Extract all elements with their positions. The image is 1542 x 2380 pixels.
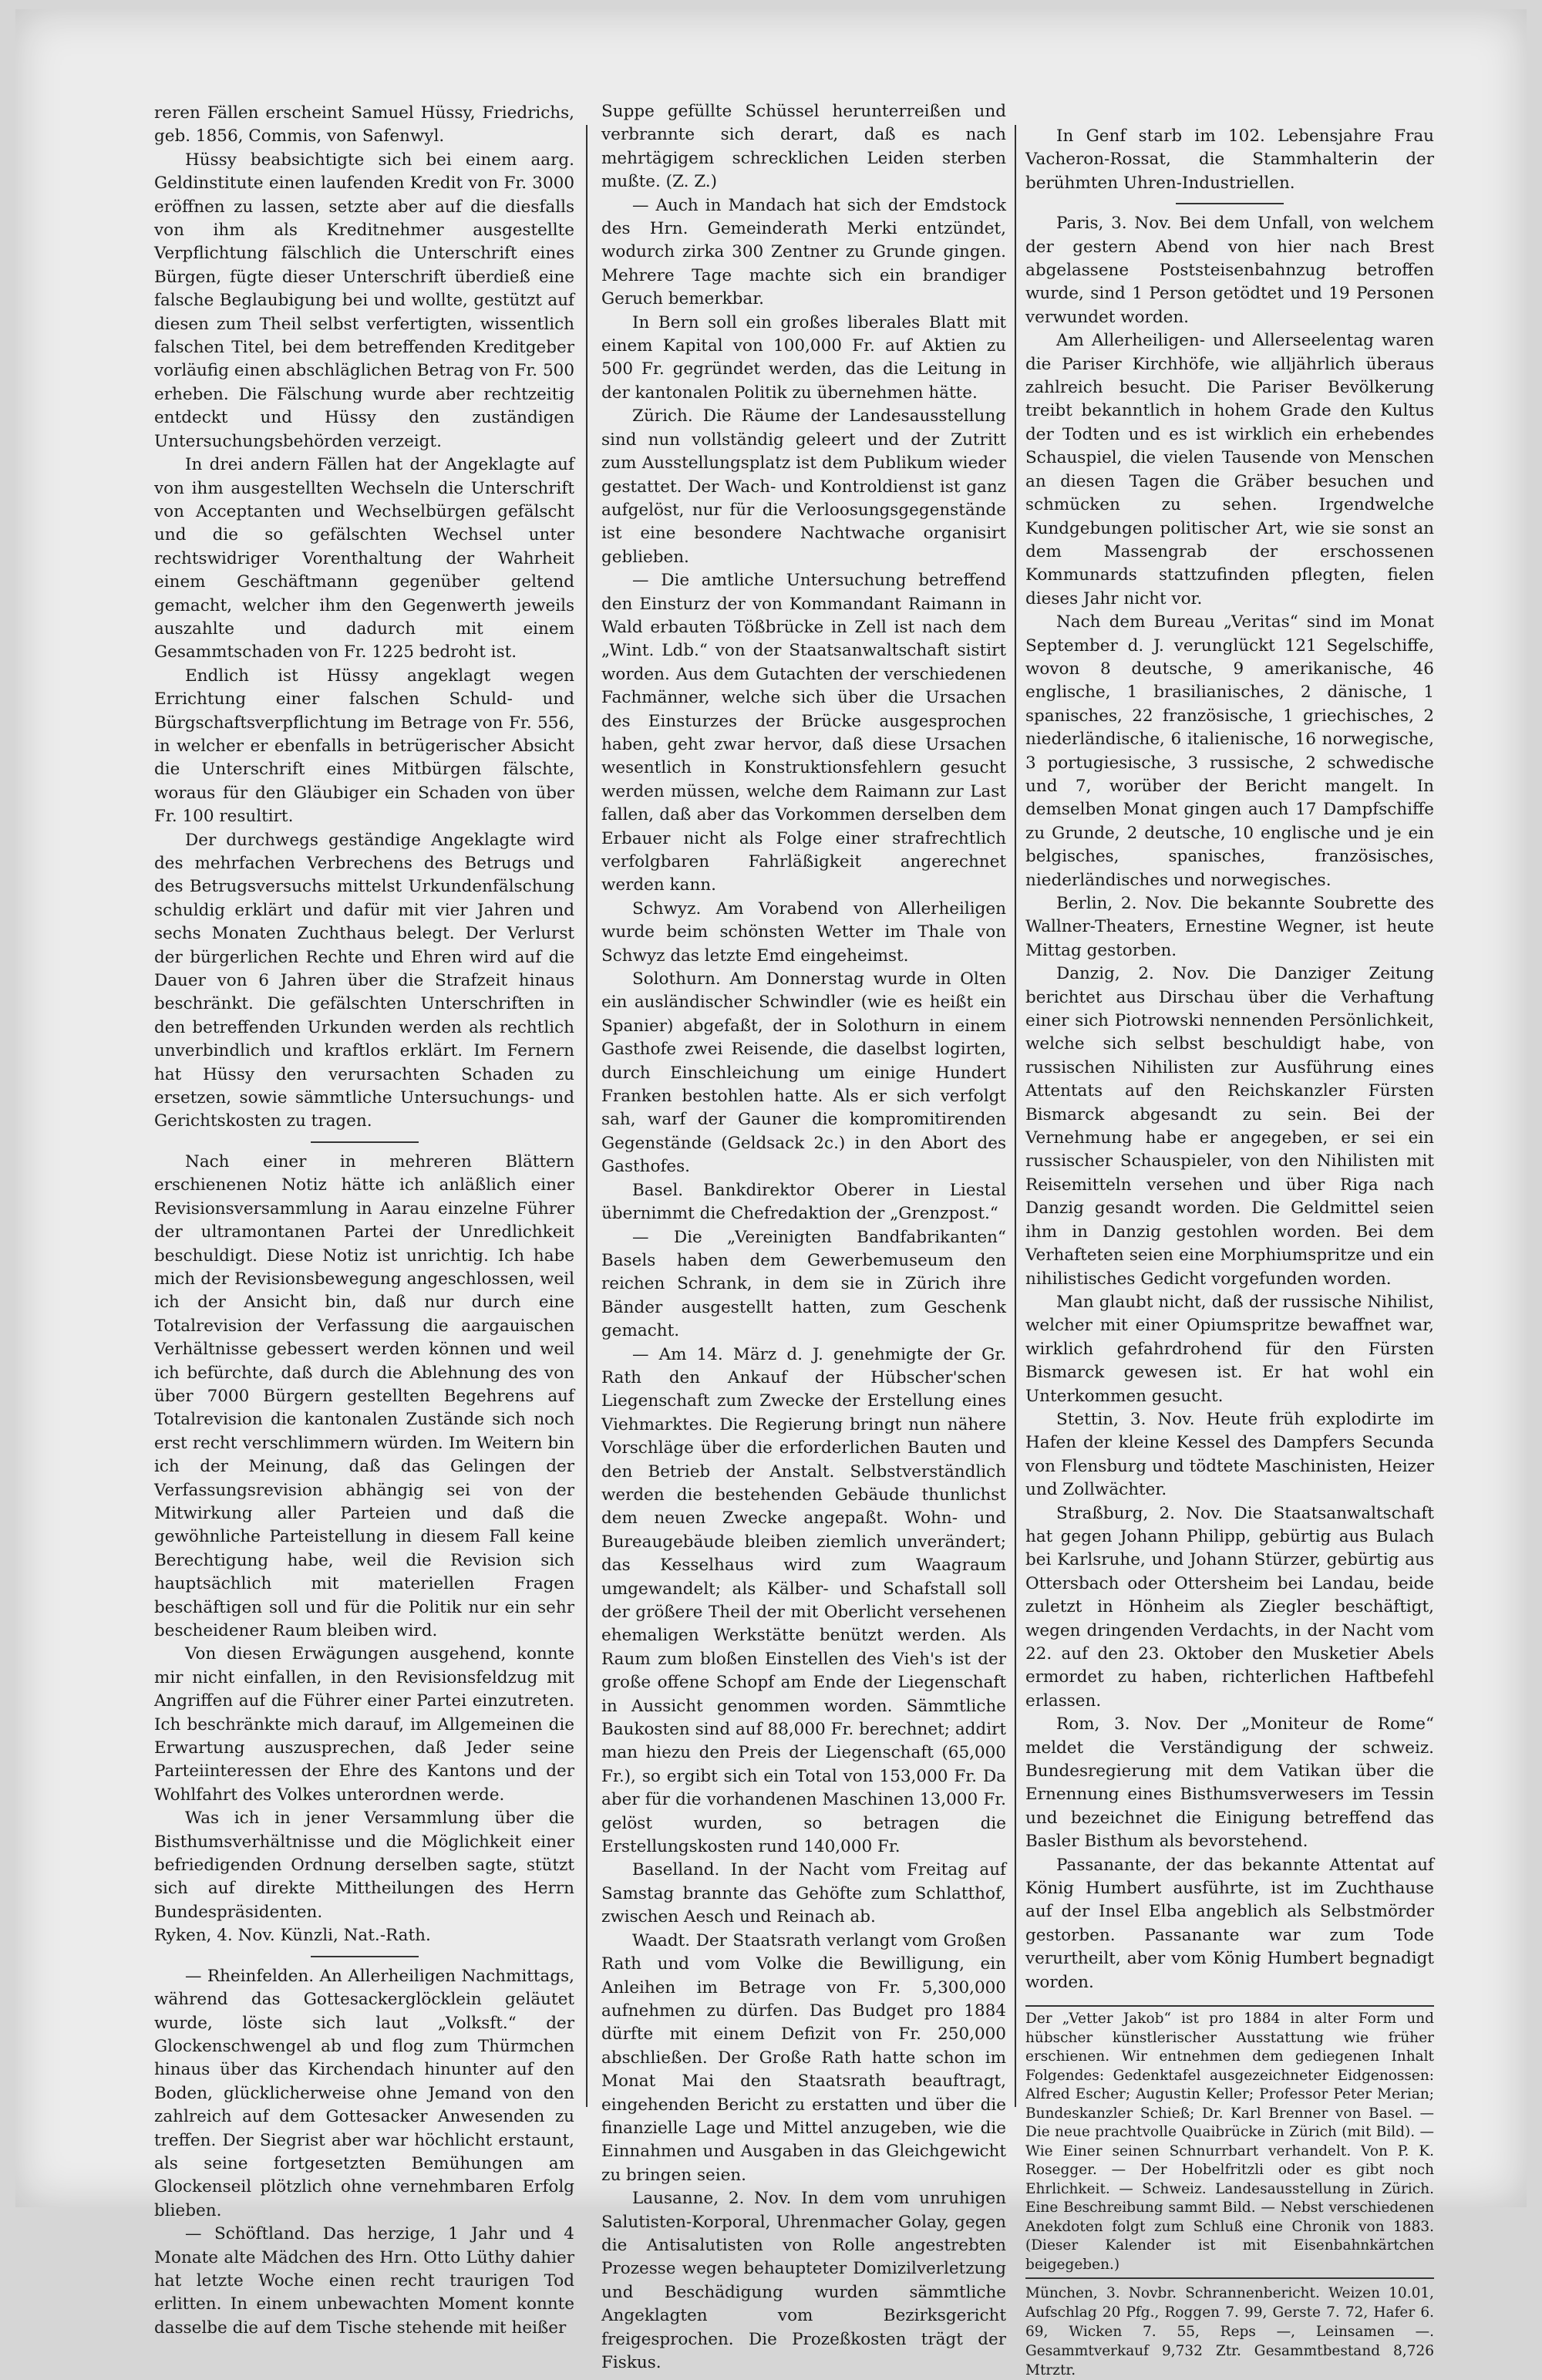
article-paragraph: Von diesen Erwägungen ausgehend, konnte mir nicht einfallen, in den Revisionsfeldzug mit Angriffen auf die Führer einer Partei einzutreten. Ich beschränkte mich darauf, im Allgemeinen die Erwartung auszusprechen, daß Jeder seine Parteiinteressen der Ehre des Kantons und der Wohlfahrt des Volkes unterordnen werde. (154, 1644, 574, 1805)
column-rule-right (1015, 125, 1016, 2107)
article-paragraph: reren Fällen erscheint Samuel Hüssy, Friedrichs, geb. 1856, Commis, von Safenwyl. (154, 103, 574, 147)
article-paragraph: Nach einer in mehreren Blättern erschienenen Notiz hätte ich anläßlich einer Revisionsversammlung in Aarau einzelne Führer der ultramontanen Partei der Unredlichkeit beschuldigt. Diese Notiz ist unrichtig. Ich habe mich der Revisionsbewegung angeschlossen, weil ich der Ansicht bin, daß nur durch eine Totalrevision der Verfassung die aargauischen Verhältnisse gebessert werden können und weil ich befürchte, daß durch die Ablehnung des von über 7000 Bürgern gestellten Begehrens auf Totalrevision die kantonalen Zustände sich noch erst recht verschlimmern würden. Im Weitern bin ich der Meinung, daß das Gelingen der Verfassungsrevision abhängig sei von der Mitwirkung aller Parteien und daß die gewöhnliche Parteistellung in diesem Fall keine Berechtigung habe, weil die Revision sich hauptsächlich mit materiellen Fragen beschäftigen soll und für die Politik nur ein sehr bescheidener Raum bleiben wird. (154, 1151, 574, 1640)
article-paragraph: Hüssy beabsichtigte sich bei einem aarg. Geldinstitute einen laufenden Kredit von Fr. 3000 eröffnen zu lassen, setzte aber auf die diesfalls von ihm als Kreditnehmer ausgestellte Verpflichtung fälschlich die Unterschrift eines Bürgen, fügte dieser Unterschrift überdieß eine falsche Beglaubigung bei und wollte, gestützt auf diesen zum Theil selbst verfertigten, wissentlich falschen Titel, bei dem betreffenden Kreditgeber vorläufig einen abschläglichen Betrag von Fr. 500 erheben. Die Fälschung wurde aber rechtzeitig entdeckt und Hüssy den zuständigen Untersuchungsbehörden verzeigt. (154, 150, 574, 451)
article-paragraph: In drei andern Fällen hat der Angeklagte auf von ihm ausgestellten Wechseln die Unterschrift von Acceptanten und Wechselbürgen gefälscht und die so gefälschten Wechsel unter rechtswidriger Vorenthaltung der Wahrheit einem Geschäftmann gegenüber geltend gemacht, welcher ihm den Gegenwerth jeweils auszahlte und dadurch mit einem Gesammtschaden von Fr. 1225 bedroht ist. (154, 455, 574, 662)
article-paragraph: — Schöftland. Das herzige, 1 Jahr und 4 Monate alte Mädchen des Hrn. Otto Lüthy dahier hat letzte Woche einen recht traurigen Tod erlitten. In einem unbewachten Moment konnte dasselbe die auf dem Tische stehende mit heißer (154, 2224, 574, 2338)
article-paragraph: — Auch in Mandach hat sich der Emdstock des Hrn. Gemeinderath Merki entzündet, wodurch zirka 300 Zentner zu Grunde gingen. Mehrere Tage machte sich ein brandiger Geruch bemerkbar. (601, 195, 1006, 309)
article-paragraph: In Genf starb im 102. Lebensjahre Frau Vacheron-Rossat, die Stammhalterin der berühmten Uhren-Industriellen. (1025, 126, 1434, 193)
article-paragraph: Zürich. Die Räume der Landesausstellung sind nun vollständig geleert und der Zutritt zum Ausstellungsplatz ist dem Publikum wieder gestattet. Der Wach- und Kontroldienst ist ganz aufgelöst, nur für die Verloosungsgegenstände ist eine besondere Nachtwache organisirt geblieben. (601, 406, 1006, 567)
market-report: München, 3. Novbr. Schrannenbericht. Weizen 10.01, Aufschlag 20 Pfg., Roggen 7. 99, Gerste 7. 72, Hafer 6. 69, Wicken 7. 55, Reps —, Leinsamen —. Gesammtverkauf 9,732 Ztr. Gesammtbestand 8,726 Mtrztr. (1025, 2285, 1434, 2379)
article-paragraph: — Am 14. März d. J. genehmigte der Gr. Rath den Ankauf der Hübscher'schen Liegenschaft zum Zwecke der Erstellung eines Viehmarktes. Die Regierung bringt nun nähere Vorschläge über die erforderlichen Bauten und den Betrieb der Anstalt. Selbstverständlich werden die bestehenden Gebäude thunlichst dem neuen Zwecke angepaßt. Wohn- und Bureaugebäude bleiben ziemlich unverändert; das Kesselhaus wird zum Waagraum umgewandelt; als Kälber- und Schafstall soll der größere Theil der mit Oberlicht versehenen ehemaligen Werkstätte benützt werden. Als Raum zum bloßen Einstellen des Vieh's ist der große offene Schopf am Ende der Liegenschaft in Aussicht genommen worden. Sämmtliche Baukosten sind auf 88,000 Fr. berechnet; addirt man hiezu den Preis der Liegenschaft (65,000 Fr.), so ergibt sich ein Total von 153,000 Fr. Da aber für die vorhandenen Maschinen 13,000 Fr. gelöst wurden, so betragen die Erstellungskosten rund 140,000 Fr. (601, 1344, 1006, 1857)
article-paragraph: Nach dem Bureau „Veritas“ sind im Monat September d. J. verunglückt 121 Segelschiffe, wovon 8 deutsche, 9 amerikanische, 46 englische, 1 brasilianisches, 2 dänische, 1 spanisches, 22 französische, 1 griechisches, 2 niederländische, 6 italienische, 16 norwegische, 3 portugiesische, 3 russische, 2 schwedische und 7, worüber der Bericht mangelt. In demselben Monat gingen auch 17 Dampfschiffe zu Grunde, 2 deutsche, 10 englische und je ein belgisches, spanisches, französisches, niederländisches und norwegisches. (1025, 612, 1434, 890)
article-paragraph: Man glaubt nicht, daß der russische Nihilist, welcher mit einer Opiumspritze bewaffnet war, wirklich gefahrdrohend für den Fürsten Bismarck gewesen ist. Er hat wohl ein Unterkommen gesucht. (1025, 1292, 1434, 1406)
article-paragraph: Stettin, 3. Nov. Heute früh explodirte im Hafen der kleine Kessel des Dampfers Secunda von Flensburg und tödtete Maschinisten, Heizer und Zollwächter. (1025, 1409, 1434, 1500)
article-separator (1176, 203, 1284, 204)
article-paragraph: Baselland. In der Nacht vom Freitag auf Samstag brannte das Gehöfte zum Schlatthof, zwischen Aesch und Reinach ab. (601, 1860, 1006, 1927)
calendar-notice: Der „Vetter Jakob“ ist pro 1884 in alter Form und hübscher künstlerischer Ausstattung wie früher erschienen. Wir entnehmen dem gediegenen Inhalt Folgendes: Gedenktafel ausgezeichneter Eidgenossen: Alfred Escher; Augustin Keller; Professor Peter Merian; Bundeskanzler Schieß; Dr. Karl Brenner von Basel. — Die neue prachtvolle Quaibrücke in Zürich (mit Bild). — Wie Einer seinen Schnurrbart verhandelt. Von P. K. Rosegger. — Der Hobelfritzli oder es gibt noch Ehrlichkeit. — Schweiz. Landesausstellung in Zürich. Eine Beschreibung sammt Bild. — Nebst verschiedenen Anekdoten folgt zum Schluß eine Chronik von 1883. (Dieser Kalender ist mit Eisenbahnkärtchen beigegeben.) (1025, 2005, 1434, 2279)
column-1 (154, 102, 574, 2340)
article-separator (311, 1141, 419, 1143)
article-paragraph: Solothurn. Am Donnerstag wurde in Olten ein ausländischer Schwindler (wie es heißt ein Spanier) abgefaßt, der in Solothurn in einem Gasthofe zwei Reisende, die daselbst logirten, durch Einschleichung um einige Hundert Franken bestohlen hatte. Als er sich verfolgt sah, warf der Gauner die kompromitirenden Gegenstände (Geldsack 2c.) in den Abort des Gasthofes. (601, 969, 1006, 1177)
article-paragraph: Danzig, 2. Nov. Die Danziger Zeitung berichtet aus Dirschau über die Verhaftung einer sich Piotrowski nennenden Persönlichkeit, welche sich selbst beschuldigt habe, von russischen Nihilisten zur Ausführung eines Attentats auf den Reichskanzler Fürsten Bismarck abgesandt zu sein. Bei der Vernehmung habe er angegeben, er sei ein russischer Schauspieler, von den Nihilisten mit Reisemitteln versehen und über Riga nach Danzig gesandt worden. Die Geldmittel seien ihm in Danzig gestohlen worden. Bei dem Verhafteten seien eine Morphiumspritze und ein nihilistisches Gedicht vorgefunden worden. (1025, 964, 1434, 1289)
article-paragraph: Paris, 3. Nov. Bei dem Unfall, von welchem der gestern Abend von hier nach Brest abgelassene Poststeisenbahnzug betroffen wurde, sind 1 Person getödtet und 19 Personen verwundet worden. (1025, 214, 1434, 327)
article-paragraph: Berlin, 2. Nov. Die bekannte Soubrette des Wallner-Theaters, Ernestine Wegner, ist heute Mittag gestorben. (1025, 894, 1434, 960)
article-paragraph: Am Allerheiligen- und Allerseelentag waren die Pariser Kirchhöfe, wie alljährlich überaus zahlreich besucht. Die Pariser Bevölkerung treibt bekanntlich in hohem Grade den Kultus der Todten und es ist wirklich ein erhebendes Schauspiel, die vielen Tausende von Menschen an diesen Tagen die Gräber besuchen und schmücken zu sehen. Irgendwelche Kundgebungen politischer Art, wie sie sonst an dem Massengrab der erschossenen Kommunards stattzufinden pflegten, fielen dieses Jahr nicht vor. (1025, 331, 1434, 608)
article-paragraph: Der durchwegs geständige Angeklagte wird des mehrfachen Verbrechens des Betrugs und des Betrugsversuchs mittelst Urkundenfälschung schuldig erklärt und dafür mit vier Jahren und sechs Monaten Zuchthaus belegt. Der Verlurst der bürgerlichen Rechte und Ehren wird auf die Dauer von 6 Jahren über die Strafzeit hinaus beschränkt. Die gefälschten Unterschriften in den betreffenden Urkunden werden als rechtlich unverbindlich und kraftlos erklärt. Im Fernern hat Hüssy den verursachten Schaden zu ersetzen, sowie sämmtliche Untersuchungs- und Gerichtskosten zu tragen. (154, 830, 574, 1131)
column-2 (601, 100, 1006, 2375)
article-separator (311, 1956, 419, 1957)
article-paragraph: Passanante, der das bekannte Attentat auf König Humbert ausführte, ist im Zuchthause auf der Insel Elba angeblich als Selbstmörder gestorben. Passanante war zum Tode verurtheilt, aber vom König Humbert begnadigt worden. (1025, 1855, 1434, 1992)
article-paragraph: Was ich in jener Versammlung über die Bisthumsverhältnisse und die Möglichkeit einer befriedigenden Ordnung derselben sagte, stützt sich auf direkte Mittheilungen des Herrn Bundespräsidenten. (154, 1809, 574, 1922)
newspaper-page (15, 9, 1527, 2379)
article-paragraph: Ryken, 4. Nov. Künzli, Nat.-Rath. (154, 1926, 431, 1946)
article-paragraph: Basel. Bankdirektor Oberer in Liestal übernimmt die Chefredaktion der „Grenzpost.“ (601, 1180, 1006, 1224)
article-paragraph: Suppe gefüllte Schüssel herunterreißen und verbrannte sich derart, daß es nach mehrtägigem schrecklichen Leiden sterben mußte. (Z. Z.) (601, 102, 1006, 192)
article-paragraph: — Die amtliche Untersuchung betreffend den Einsturz der von Kommandant Raimann in Wald erbauten Tößbrücke in Zell ist nach dem „Wint. Ldb.“ von der Staatsanwaltschaft sistirt worden. Aus dem Gutachten der verschiedenen Fachmänner, welche sich über die Ursachen des Einsturzes der Brücke ausgesprochen haben, geht zwar hervor, daß diese Ursachen wesentlich in Konstruktionsfehlern gesucht werden müssen, welche dem Raimann zur Last fallen, daß aber das Vorkommen derselben dem Erbauer nicht als Folge einer strafrechtlich verfolgbaren Fahrläßigkeit angerechnet werden kann. (601, 571, 1006, 895)
column-3-articles (1025, 125, 1434, 1994)
column-rule-left (586, 125, 588, 2107)
article-paragraph: Schwyz. Am Vorabend von Allerheiligen wurde beim schönsten Wetter im Thale von Schwyz das letzte Emd eingeheimst. (601, 898, 1006, 966)
article-paragraph: — Rheinfelden. An Allerheiligen Nachmittags, während das Gottesackerglöcklein geläutet wurde, löste sich laut „Volksft.“ der Glockenschwengel ab und flog zum Thürmchen hinaus über das Kirchendach hinunter auf den Boden, glücklicherweise ohne Jemand von den zahlreich auf dem Gottesacker Anwesenden zu treffen. Der Siegrist aber war höchlicht erstaunt, als seine fortgesetzten Bemühungen am Glockenseil plötzlich ohne vernehmbaren Erfolg blieben. (154, 1966, 574, 2220)
article-paragraph: Rom, 3. Nov. Der „Moniteur de Rome“ meldet die Verständigung der schweiz. Bundesregierung mit dem Vatikan über die Ernennung eines Bisthumsverwesers im Tessin und bezeichnet die Einigung betreffend das Basler Bisthum als bevorstehend. (1025, 1714, 1434, 1852)
article-paragraph: Endlich ist Hüssy angeklagt wegen Errichtung einer falschen Schuld- und Bürgschaftsverpflichtung im Betrage von Fr. 556, in welcher er ebenfalls in betrügerischer Absicht die Unterschrift eines Mitbürgen fälschte, woraus für den Gläubiger ein Schaden von über Fr. 100 resultirt. (154, 666, 574, 827)
article-paragraph: Waadt. Der Staatsrath verlangt vom Großen Rath und vom Volke die Bewilligung, ein Anleihen im Betrage von Fr. 5,300,000 aufnehmen zu dürfen. Das Budget pro 1884 dürfte mit einem Defizit von Fr. 250,000 abschließen. Der Große Rath hatte schon im Monat Mai den Staatsrath beauftragt, eingehenden Bericht zu erstatten und über die finanzielle Lage und Mittel anzugeben, wie die Einnahmen und Ausgaben in das Gleichgewicht zu bringen seien. (601, 1930, 1006, 2185)
article-paragraph: Straßburg, 2. Nov. Die Staatsanwaltschaft hat gegen Johann Philipp, gebürtig aus Bulach bei Karlsruhe, und Johann Stürzer, gebürtig aus Ottersbach oder Ottersheim bei Landau, beide zuletzt in Hönheim als Ziegler beschäftigt, wegen dringenden Verdachts, in der Nacht vom 22. auf den 23. Oktober den Musketier Abels ermordet zu haben, richterlichen Haftbefehl erlassen. (1025, 1503, 1434, 1711)
article-paragraph: — Die „Vereinigten Bandfabrikanten“ Basels haben dem Gewerbemuseum den reichen Schrank, in dem sie in Zürich ihre Bänder ausgestellt hatten, zum Geschenk gemacht. (601, 1227, 1006, 1341)
article-paragraph: Lausanne, 2. Nov. In dem vom unruhigen Salutisten-Korporal, Uhrenmacher Golay, gegen die Antisalutisten von Rolle angestrebten Prozesse wegen behaupteter Domizilverletzung und Beschädigung wurden sämmtliche Angeklagten vom Bezirksgericht freigesprochen. Die Prozeßkosten trägt der Fiskus. (601, 2189, 1006, 2372)
article-paragraph: In Bern soll ein großes liberales Blatt mit einem Kapital von 100,000 Fr. auf Aktien zu 500 Fr. gegründet werden, das die Leitung in der kantonalen Politik zu übernehmen hätte. (601, 312, 1006, 403)
column-3 (1025, 125, 1434, 2380)
